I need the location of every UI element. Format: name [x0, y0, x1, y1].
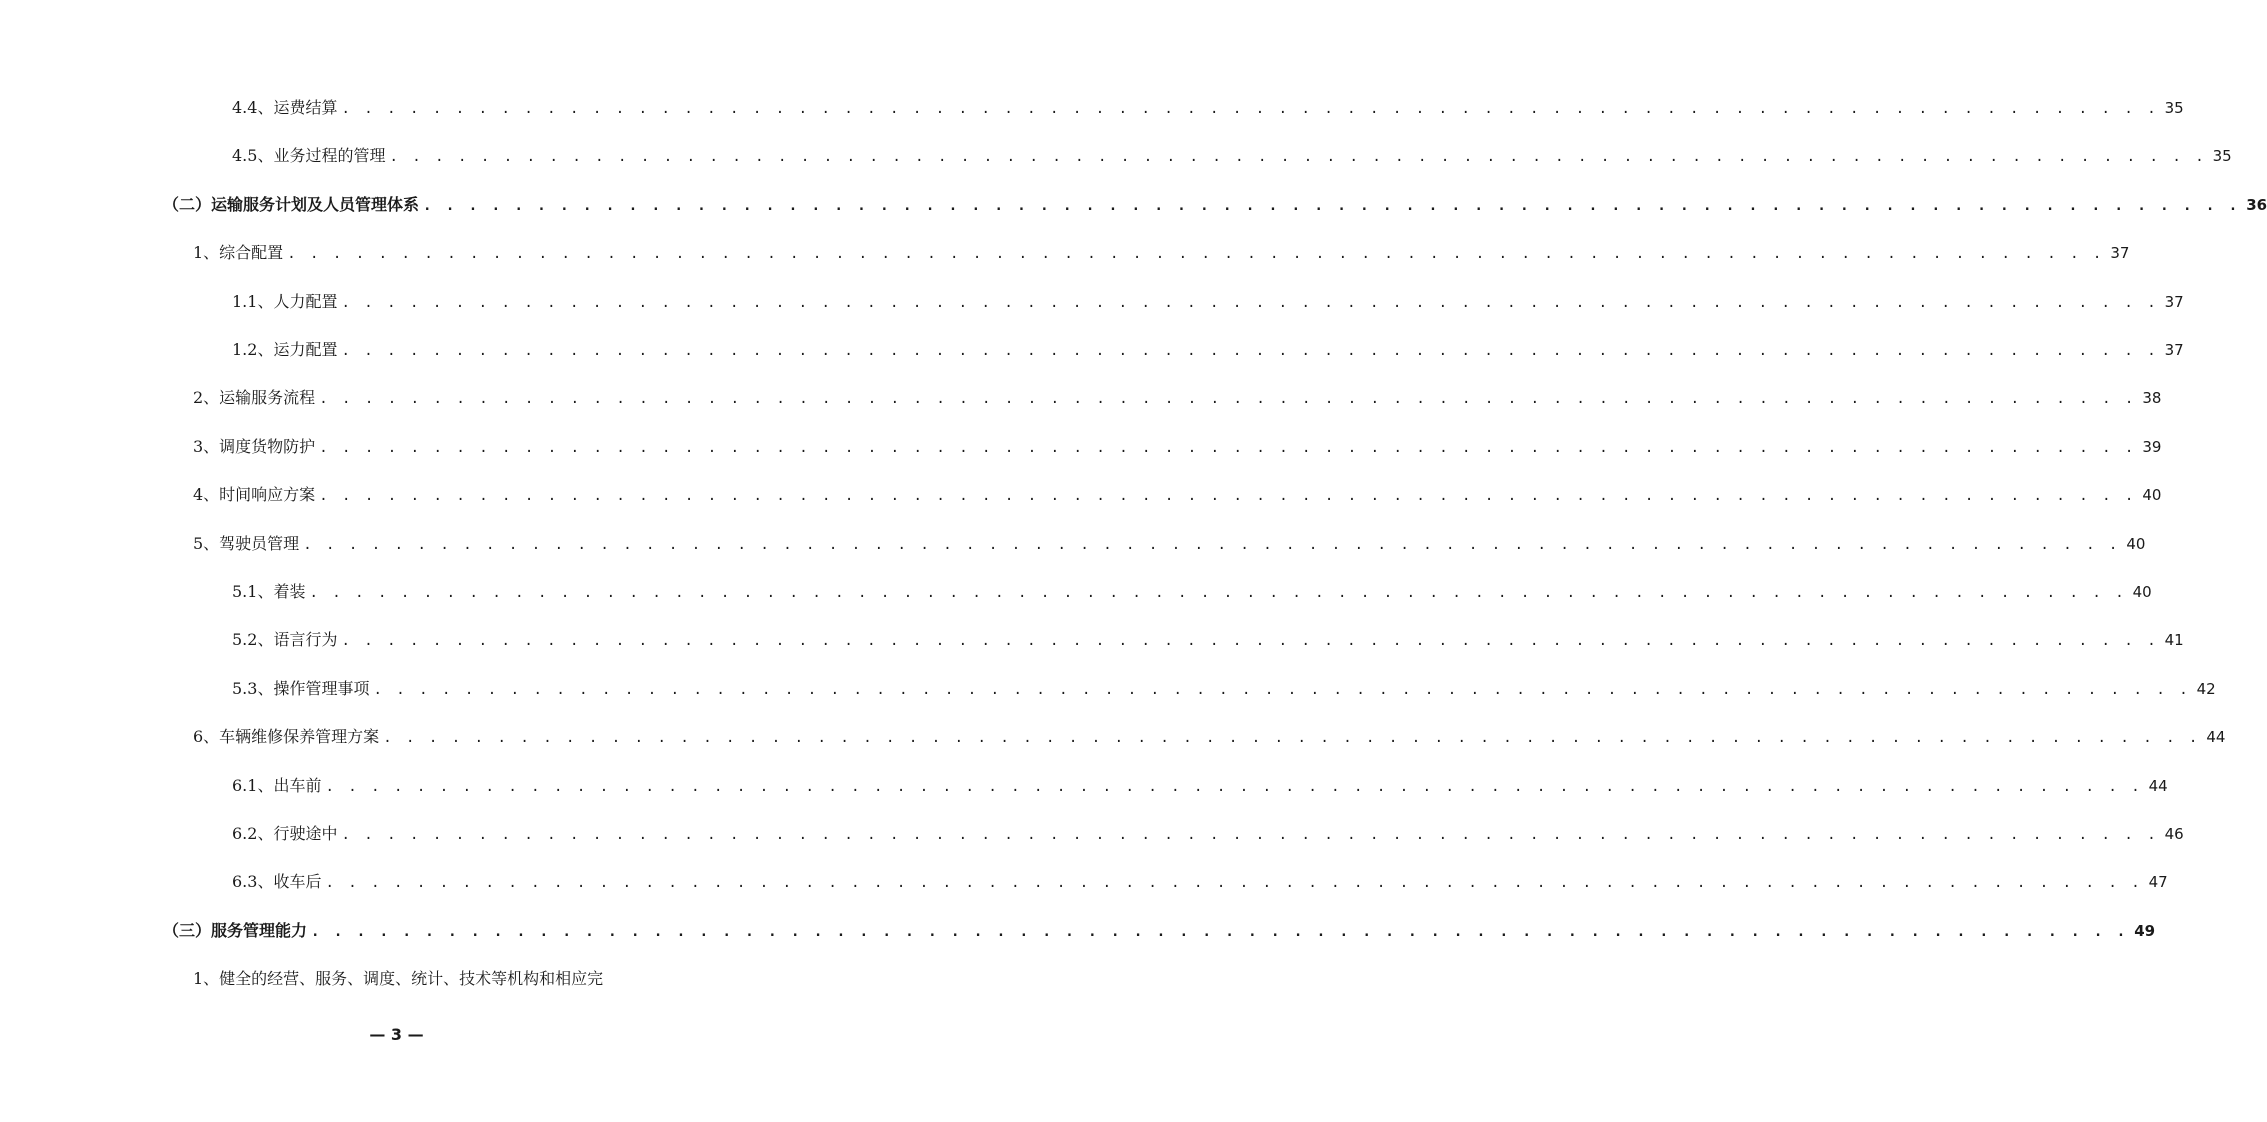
toc-entry[interactable]: [193, 529, 2146, 559]
toc-entry[interactable]: [232, 819, 2184, 849]
toc-entry-page: 40: [2132, 583, 2152, 601]
toc-entry[interactable]: [193, 238, 2130, 268]
toc-entry[interactable]: [163, 916, 2156, 946]
toc-dot-leader: . . . . . . . . . . . . . . . . . . . . . . . . . . . . . . . . . . . . . . . . . . . . . . . . . . . . . . . . . . . . . . . . . . . . . . . . . . . . . . . .: [309, 585, 2127, 601]
toc-entry-page: 37: [2110, 244, 2130, 263]
toc-entry-page: 37: [2164, 292, 2184, 311]
toc-entry-label: 5.3、操作管理事项: [232, 678, 370, 698]
toc-entry[interactable]: [193, 432, 2162, 462]
toc-entry-label: 3、调度货物防护: [193, 436, 316, 456]
toc-entry[interactable]: [193, 722, 2226, 752]
toc-entry-page: 37: [2164, 341, 2184, 359]
toc-entry[interactable]: [232, 577, 2152, 607]
toc-dot-leader: . . . . . . . . . . . . . . . . . . . . . . . . . . . . . . . . . . . . . . . . . . . . . . . . . . . . . . . . . . . . . . . . . . . . . . . . . . . . . . . .: [341, 827, 2159, 843]
toc-entry-label: 1、综合配置: [193, 243, 284, 263]
toc-entry-page: 49: [2134, 921, 2156, 940]
toc-dot-leader: . . . . . . . . . . . . . . . . . . . . . . . . . . . . . . . . . . . . . . . . . . . . . . . . . . . . . . . . . . . . . . . . . . . . . . . . . . . . . . . .: [319, 439, 2137, 456]
toc-entry-label: 6.2、行驶途中: [232, 824, 338, 843]
toc-entry-label: 5、驾驶员管理: [193, 533, 300, 553]
toc-entry-page: 40: [2126, 534, 2146, 553]
toc-entry-label: 1.2、运力配置: [232, 340, 338, 359]
toc-dot-leader: . . . . . . . . . . . . . . . . . . . . . . . . . . . . . . . . . . . . . . . . . . . . . . . . . . . . . . . . . . . . . . . . . . . . . . . . . . . . . . . .: [319, 488, 2137, 505]
toc-entry-label: 6.1、出车前: [232, 775, 322, 795]
toc-entry-label: 4、时间响应方案: [193, 485, 316, 505]
toc-entry[interactable]: [232, 287, 2184, 317]
toc-entry-page: 39: [2142, 437, 2162, 456]
toc-entry-page: 44: [2206, 728, 2226, 747]
toc-entry-page: 47: [2148, 873, 2168, 892]
toc-entry-page: 35: [2212, 147, 2232, 166]
toc-dot-leader: . . . . . . . . . . . . . . . . . . . . . . . . . . . . . . . . . . . . . . . . . . . . . . . . . . . . . . . . . . . . . . . . . . . . . . . . . . . . . . . .: [303, 536, 2121, 553]
toc-entry-page: 35: [2164, 99, 2184, 117]
toc-entry-label: 1.1、人力配置: [232, 291, 338, 311]
toc-entry[interactable]: [232, 771, 2168, 801]
toc-entry-label: 4.4、运费结算: [232, 98, 338, 117]
toc-dot-leader: . . . . . . . . . . . . . . . . . . . . . . . . . . . . . . . . . . . . . . . . . . . . . . . . . . . . . . . . . . . . . . . . . . . . . . . . . . . . . . . .: [341, 294, 2159, 311]
toc-entry[interactable]: [193, 480, 2162, 510]
page-number-footer: — 3 —: [369, 1025, 424, 1044]
toc-dot-leader: . . . . . . . . . . . . . . . . . . . . . . . . . . . . . . . . . . . . . . . . . . . . . . . . . . . . . . . . . . . . . . . . . . . . . . . . . . . . . . . .: [311, 923, 2129, 940]
toc-entry-page: 46: [2164, 825, 2184, 843]
toc-entry-page: 40: [2142, 486, 2162, 505]
toc-dot-leader: . . . . . . . . . . . . . . . . . . . . . . . . . . . . . . . . . . . . . . . . . . . . . . . . . . . . . . . . . . . . . . . . . . . . . . . . . . . . . . . .: [325, 778, 2143, 795]
toc-entry[interactable]: [232, 625, 2184, 655]
toc-entry-label: （二）运输服务计划及人员管理体系: [163, 194, 420, 214]
toc-entry-page: 41: [2164, 631, 2184, 650]
toc-entry[interactable]: [163, 190, 2267, 220]
toc-entry-label: 6、车辆维修保养管理方案: [193, 727, 380, 747]
toc-entry-page: 36: [2246, 195, 2267, 214]
toc-entry-label: 4.5、业务过程的管理: [232, 146, 386, 166]
toc-entry-label: 6.3、收车后: [232, 872, 322, 892]
toc-entry[interactable]: [232, 867, 2168, 897]
toc-dot-leader: . . . . . . . . . . . . . . . . . . . . . . . . . . . . . . . . . . . . . . . . . . . . . . . . . . . . . . . . . . . . . . . . . . . . . . . . . . . . . . . .: [325, 875, 2143, 892]
toc-entry[interactable]: [232, 674, 2216, 704]
toc-dot-leader: . . . . . . . . . . . . . . . . . . . . . . . . . . . . . . . . . . . . . . . . . . . . . . . . . . . . . . . . . . . . . . . . . . . . . . . . . . . . . . . .: [319, 391, 2137, 408]
toc-dot-leader: . . . . . . . . . . . . . . . . . . . . . . . . . . . . . . . . . . . . . . . . . . . . . . . . . . . . . . . . . . . . . . . . . . . . . . . . . . . . . . . .: [341, 101, 2159, 117]
toc-entry-label: 5.1、着装: [232, 582, 306, 601]
toc-entry[interactable]: [193, 383, 2162, 413]
toc-dot-leader: . . . . . . . . . . . . . . . . . . . . . . . . . . . . . . . . . . . . . . . . . . . . . . . . . . . . . . . . . . . . . . . . . . . . . . . . . . . . . . . .: [389, 149, 2207, 166]
toc-entry-page: 38: [2142, 389, 2162, 408]
toc-dot-leader: . . . . . . . . . . . . . . . . . . . . . . . . . . . . . . . . . . . . . . . . . . . . . . . . . . . . . . . . . . . . . . . . . . . . . . . . . . . . . . . .: [287, 246, 2105, 263]
toc-dot-leader: . . . . . . . . . . . . . . . . . . . . . . . . . . . . . . . . . . . . . . . . . . . . . . . . . . . . . . . . . . . . . . . . . . . . . . . . . . . . . . . .: [341, 633, 2159, 650]
toc-dot-leader: . . . . . . . . . . . . . . . . . . . . . . . . . . . . . . . . . . . . . . . . . . . . . . . . . . . . . . . . . . . . . . . . . . . . . . . . . . . . . . . .: [373, 681, 2191, 698]
toc-entry-label: 2、运输服务流程: [193, 388, 316, 408]
toc-entry-page: 44: [2148, 776, 2168, 795]
toc-entry-label: （三）服务管理能力: [163, 920, 308, 940]
body-text-line: 1、健全的经营、服务、调度、统计、技术等机构和相应完: [193, 969, 604, 988]
toc-dot-leader: . . . . . . . . . . . . . . . . . . . . . . . . . . . . . . . . . . . . . . . . . . . . . . . . . . . . . . . . . . . . . . . . . . . . . . . . . . . . . . . .: [341, 343, 2159, 359]
toc-entry-label: 5.2、语言行为: [232, 630, 338, 650]
toc-entry-page: 42: [2196, 679, 2216, 698]
toc-entry[interactable]: [232, 335, 2184, 365]
toc-entry[interactable]: [232, 93, 2184, 123]
toc-dot-leader: . . . . . . . . . . . . . . . . . . . . . . . . . . . . . . . . . . . . . . . . . . . . . . . . . . . . . . . . . . . . . . . . . . . . . . . . . . . . . . . .: [423, 197, 2241, 214]
toc-entry[interactable]: [232, 141, 2232, 171]
toc-dot-leader: . . . . . . . . . . . . . . . . . . . . . . . . . . . . . . . . . . . . . . . . . . . . . . . . . . . . . . . . . . . . . . . . . . . . . . . . . . . . . . . .: [383, 730, 2201, 747]
